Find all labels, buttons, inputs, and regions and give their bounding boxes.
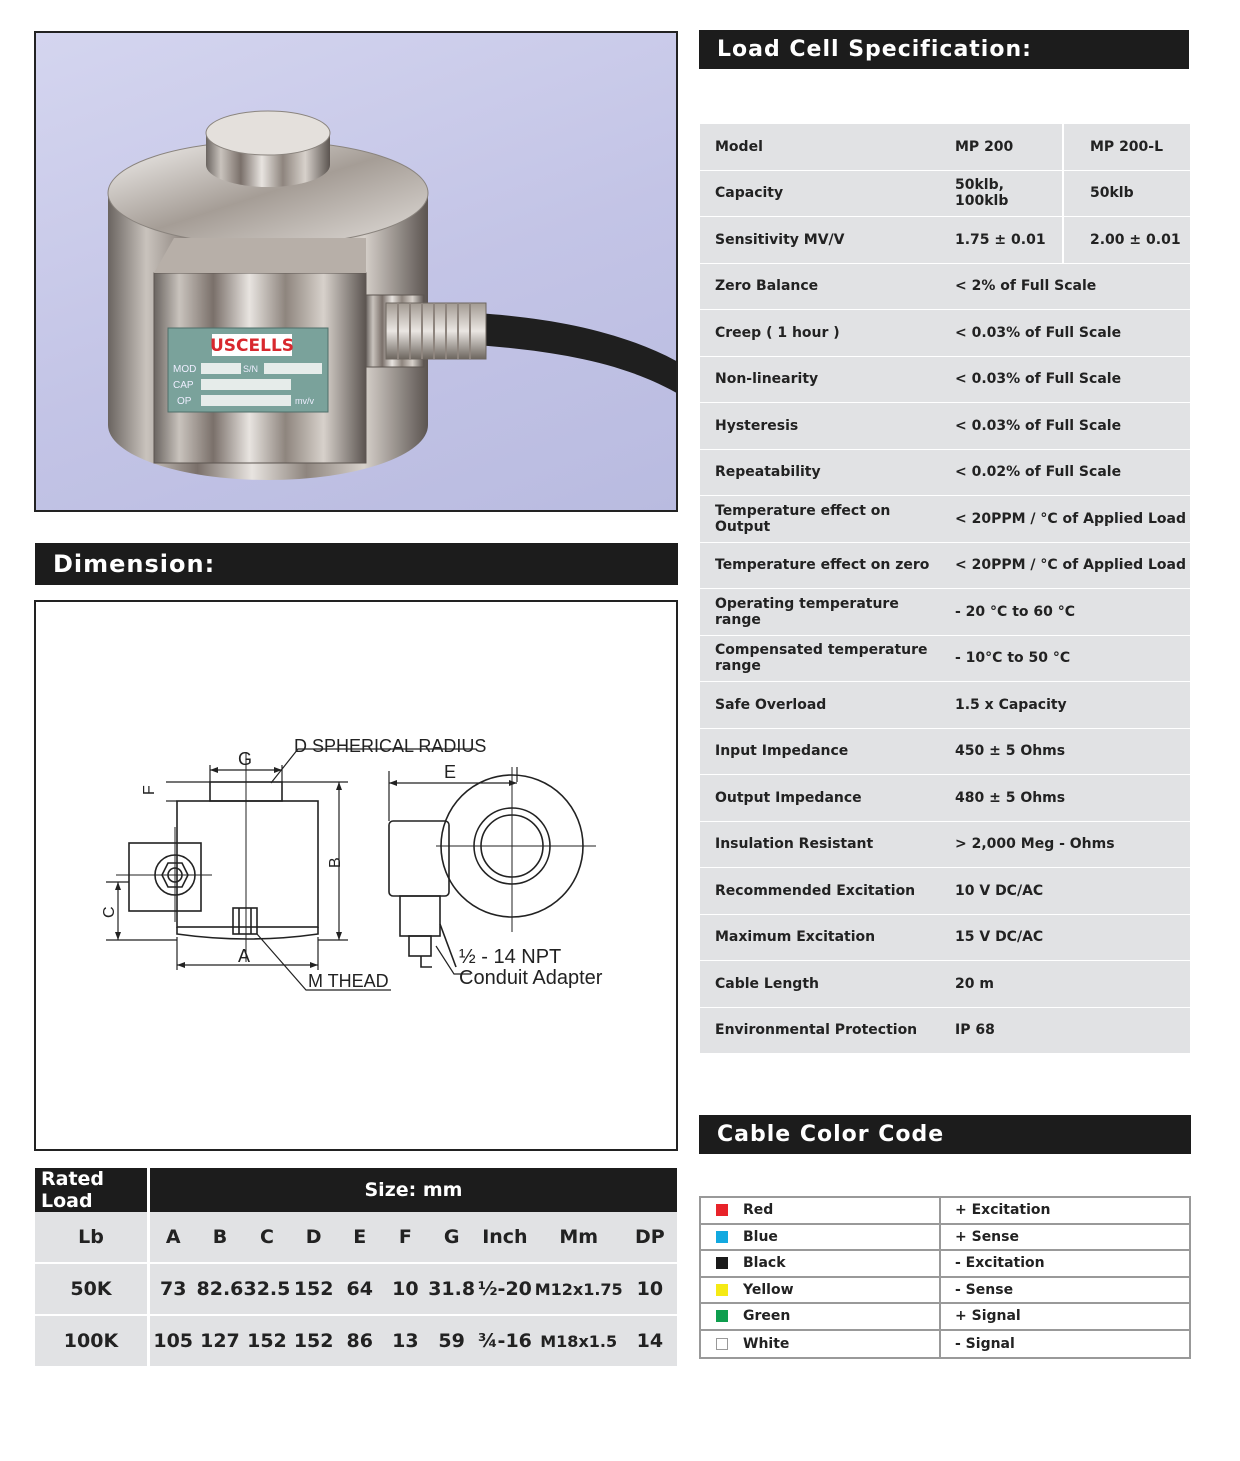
cable-function: + Excitation xyxy=(955,1202,1051,1219)
rated-load-header: Rated Load xyxy=(35,1168,150,1212)
spec-label: Sensitivity MV/V xyxy=(715,231,845,248)
cable-color-table xyxy=(699,1196,1191,1359)
spec-label: Recommended Excitation xyxy=(715,882,916,899)
spec-label: Hysteresis xyxy=(715,417,799,434)
spec-row xyxy=(700,636,1190,683)
size-mm-header: Size: mm xyxy=(150,1168,677,1212)
table-cell: 152 xyxy=(243,1316,290,1368)
spec-value: 50klb, 100klb xyxy=(955,177,1009,210)
brand-logo: USCELLS xyxy=(209,336,295,356)
color-swatch xyxy=(716,1310,728,1322)
g-label: G xyxy=(238,749,253,769)
column-header: D xyxy=(290,1212,337,1264)
spec-row xyxy=(700,822,1190,869)
spec-label: Maximum Excitation xyxy=(715,929,876,946)
spec-row xyxy=(700,775,1190,822)
spec-row xyxy=(700,357,1190,404)
table-row xyxy=(35,1316,677,1368)
spec-value: > 2,000 Meg - Ohms xyxy=(955,836,1115,853)
product-photo xyxy=(34,31,678,512)
spec-label: Creep ( 1 hour ) xyxy=(715,324,840,341)
column-header: B xyxy=(196,1212,243,1264)
cable-color: Blue xyxy=(743,1228,778,1245)
spec-label: Repeatability xyxy=(715,464,821,481)
spec-value: 10 V DC/AC xyxy=(955,882,1044,899)
table-cell: M12x1.75 xyxy=(535,1264,623,1316)
spec-row xyxy=(700,264,1190,311)
table-cell: 105 xyxy=(150,1316,197,1368)
cable-row xyxy=(701,1198,1189,1225)
spec-label: Environmental Protection xyxy=(715,1022,918,1039)
spec-value: 15 V DC/AC xyxy=(955,929,1044,946)
cable-color: Black xyxy=(743,1255,786,1272)
a-label: A xyxy=(238,946,251,966)
spec-value: < 0.03% of Full Scale xyxy=(955,324,1122,341)
spec-table xyxy=(700,124,1190,1054)
spec-value: < 0.02% of Full Scale xyxy=(955,464,1122,481)
table-cell: 50K xyxy=(35,1264,150,1316)
spec-value: < 20PPM / °C of Applied Load xyxy=(955,557,1187,574)
spec-value: 480 ± 5 Ohms xyxy=(955,789,1066,806)
f-label: F xyxy=(141,785,158,795)
npt-label: ½ - 14 NPT xyxy=(459,946,562,968)
table-cell: ¾-16 xyxy=(475,1316,535,1368)
spec-row-capacity xyxy=(700,171,1190,218)
table-column-headers xyxy=(35,1212,677,1264)
svg-text:S/N: S/N xyxy=(243,364,259,374)
cable-function: + Sense xyxy=(955,1228,1019,1245)
spec-label: Safe Overload xyxy=(715,696,827,713)
spec-row xyxy=(700,543,1190,590)
table-cell: 10 xyxy=(623,1264,677,1316)
cable-row xyxy=(701,1331,1189,1358)
dimension-drawing xyxy=(34,600,678,1151)
table-cell: 13 xyxy=(383,1316,429,1368)
column-header: Lb xyxy=(35,1212,150,1264)
spec-value: 450 ± 5 Ohms xyxy=(955,743,1066,760)
cable-row xyxy=(701,1251,1189,1278)
table-cell: 10 xyxy=(383,1264,429,1316)
svg-text:CAP: CAP xyxy=(173,380,194,391)
b-label: B xyxy=(327,857,344,868)
spec-row xyxy=(700,729,1190,776)
spec-value: 1.5 x Capacity xyxy=(955,696,1067,713)
spec-label: Cable Length xyxy=(715,975,819,992)
svg-text:MOD: MOD xyxy=(173,364,197,375)
table-cell: 152 xyxy=(290,1264,337,1316)
spec-label: Input Impedance xyxy=(715,743,849,760)
spec-value: IP 68 xyxy=(955,1022,995,1039)
spec-label: Non-linearity xyxy=(715,371,819,388)
spec-label: Output Impedance xyxy=(715,789,862,806)
size-table xyxy=(35,1168,677,1368)
technical-drawing xyxy=(36,602,680,1153)
spec-row-model xyxy=(700,124,1190,171)
m-thread-label: M THEAD xyxy=(308,971,389,991)
cable-row xyxy=(701,1304,1189,1331)
column-header: G xyxy=(428,1212,475,1264)
svg-text:OP: OP xyxy=(177,396,192,407)
table-cell: 82.6 xyxy=(196,1264,243,1316)
spec-value: 50klb xyxy=(1062,171,1190,217)
spec-value: MP 200-L xyxy=(1062,124,1190,170)
table-cell: 127 xyxy=(196,1316,243,1368)
cable-color: Green xyxy=(743,1308,791,1325)
table-cell: ½-20 xyxy=(475,1264,535,1316)
spec-value: 2.00 ± 0.01 xyxy=(1062,217,1190,263)
cable-function: - Excitation xyxy=(955,1255,1045,1272)
spec-value: - 20 °C to 60 °C xyxy=(955,603,1076,620)
spec-row xyxy=(700,682,1190,729)
spec-label: Insulation Resistant xyxy=(715,836,874,853)
spec-label: Temperature effect on Output xyxy=(715,502,891,535)
table-cell: 14 xyxy=(623,1316,677,1368)
spec-value: 20 m xyxy=(955,975,994,992)
spec-label: Compensated temperature range xyxy=(715,642,928,675)
table-cell: 100K xyxy=(35,1316,150,1368)
color-swatch xyxy=(716,1257,728,1269)
spec-row xyxy=(700,915,1190,962)
spec-row xyxy=(700,589,1190,636)
spec-row xyxy=(700,1008,1190,1055)
spec-value: < 20PPM / °C of Applied Load xyxy=(955,510,1187,527)
cable-function: - Signal xyxy=(955,1335,1015,1352)
spec-header: Load Cell Specification: xyxy=(699,30,1189,69)
spec-row xyxy=(700,310,1190,357)
table-row xyxy=(35,1264,677,1316)
c-label: C xyxy=(101,906,118,918)
table-cell: 31.8 xyxy=(428,1264,475,1316)
table-cell: M18x1.5 xyxy=(535,1316,623,1368)
column-header: F xyxy=(383,1212,429,1264)
spec-row-sensitivity xyxy=(700,217,1190,264)
spec-label: Capacity xyxy=(715,185,784,202)
color-swatch xyxy=(716,1204,728,1216)
column-header: E xyxy=(337,1212,383,1264)
dimension-header: Dimension: xyxy=(35,543,678,585)
column-header: C xyxy=(243,1212,290,1264)
table-cell: 59 xyxy=(428,1316,475,1368)
spec-row xyxy=(700,961,1190,1008)
color-swatch xyxy=(716,1231,728,1243)
spec-value: < 2% of Full Scale xyxy=(955,278,1097,295)
color-swatch xyxy=(716,1284,728,1296)
column-header: Inch xyxy=(475,1212,535,1264)
spec-value: MP 200 xyxy=(955,138,1014,155)
svg-text:mv/v: mv/v xyxy=(295,396,314,406)
spec-label: Operating temperature range xyxy=(715,595,899,628)
table-cell: 73 xyxy=(150,1264,197,1316)
spec-row xyxy=(700,450,1190,497)
cable-color: White xyxy=(743,1335,790,1352)
spec-value: - 10°C to 50 °C xyxy=(955,650,1071,667)
spec-label: Model xyxy=(715,138,763,155)
cable-color: Yellow xyxy=(743,1281,794,1298)
cable-function: - Sense xyxy=(955,1281,1014,1298)
e-label: E xyxy=(444,762,457,782)
spec-row xyxy=(700,496,1190,543)
color-swatch xyxy=(716,1338,728,1350)
column-header: Mm xyxy=(535,1212,623,1264)
cable-color-header: Cable Color Code xyxy=(699,1115,1191,1154)
cable-color: Red xyxy=(743,1202,774,1219)
cable-function: + Signal xyxy=(955,1308,1021,1325)
table-cell: 64 xyxy=(337,1264,383,1316)
spec-value: < 0.03% of Full Scale xyxy=(955,417,1122,434)
column-header: DP xyxy=(623,1212,677,1264)
spec-label: Temperature effect on zero xyxy=(715,557,930,574)
table-cell: 32.5 xyxy=(243,1264,290,1316)
spec-value: 1.75 ± 0.01 xyxy=(955,231,1046,248)
load-cell-illustration xyxy=(36,33,678,512)
table-cell: 86 xyxy=(337,1316,383,1368)
spec-value: < 0.03% of Full Scale xyxy=(955,371,1122,388)
table-cell: 152 xyxy=(290,1316,337,1368)
conduit-adapter-label: Conduit Adapter xyxy=(459,967,603,989)
cable-row xyxy=(701,1278,1189,1305)
cable-row xyxy=(701,1225,1189,1252)
spec-row xyxy=(700,868,1190,915)
d-spherical-radius-label: D SPHERICAL RADIUS xyxy=(294,736,487,756)
spec-label: Zero Balance xyxy=(715,278,819,295)
spec-row xyxy=(700,403,1190,450)
column-header: A xyxy=(150,1212,197,1264)
